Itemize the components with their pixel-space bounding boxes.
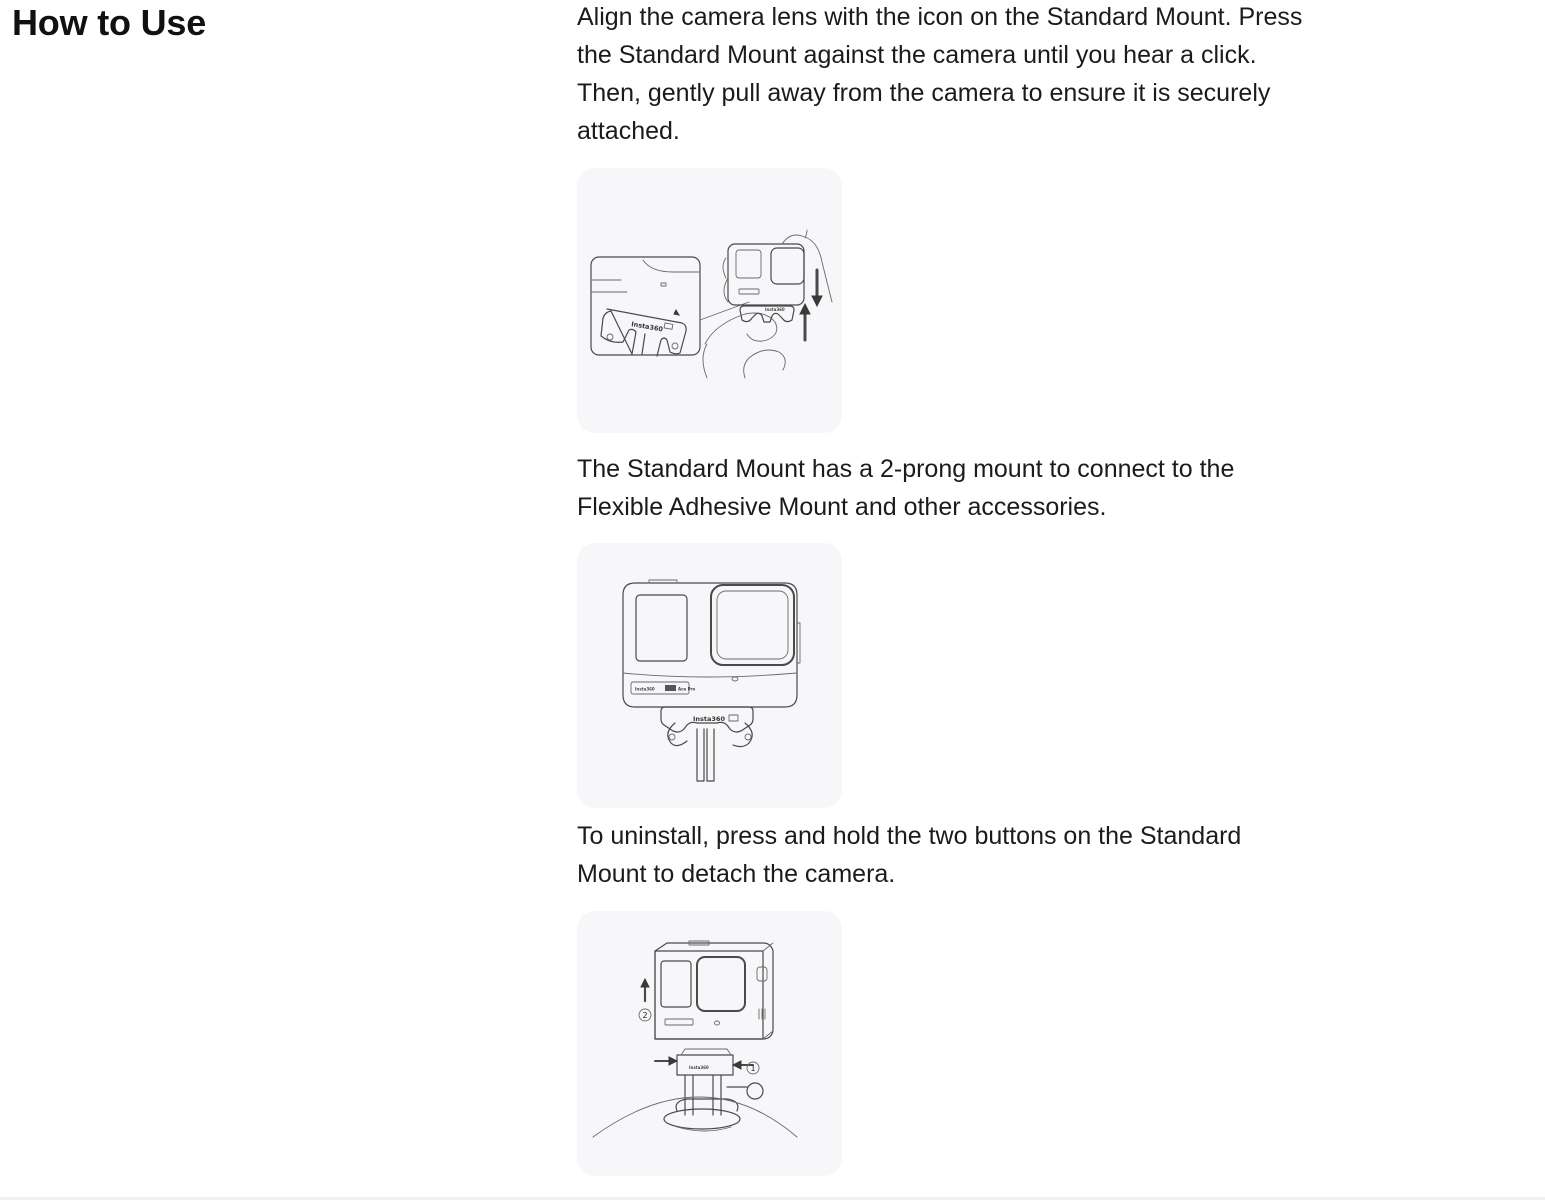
two-prong-mount-diagram — [577, 543, 842, 808]
mount-brand-label: Insta360 — [765, 307, 785, 312]
step-marker-2: 2 — [642, 1011, 648, 1020]
inset-brand-label: Insta360 — [630, 320, 664, 334]
camera-brand-label: Insta360 — [635, 686, 655, 692]
step-2-illustration — [577, 543, 842, 808]
step-2-text: The Standard Mount has a 2-prong mount to connect to the Flexible Adhesive Mount and other accessories. — [577, 455, 1235, 521]
camera-model-label: Ace Pro — [678, 686, 696, 692]
step-3-illustration — [577, 911, 842, 1176]
mount-brand-label: Insta360 — [689, 1065, 709, 1070]
step-3-text: To uninstall, press and hold the two buttons on the Standard Mount to detach the camera. — [577, 822, 1242, 888]
step-marker-1: 1 — [750, 1064, 756, 1073]
step-1-text: Align the camera lens with the icon on the Standard Mount. Press the Standard Mount against the camera until you hear a click. Then, gently pull away from the camera to ensure it is securely attached. — [577, 3, 1303, 145]
section-title: How to Use — [12, 2, 207, 43]
attach-mount-diagram — [577, 168, 842, 433]
mount-brand-label: Insta360 — [693, 715, 725, 723]
step-1-illustration — [577, 168, 842, 433]
detach-camera-diagram — [577, 911, 842, 1176]
